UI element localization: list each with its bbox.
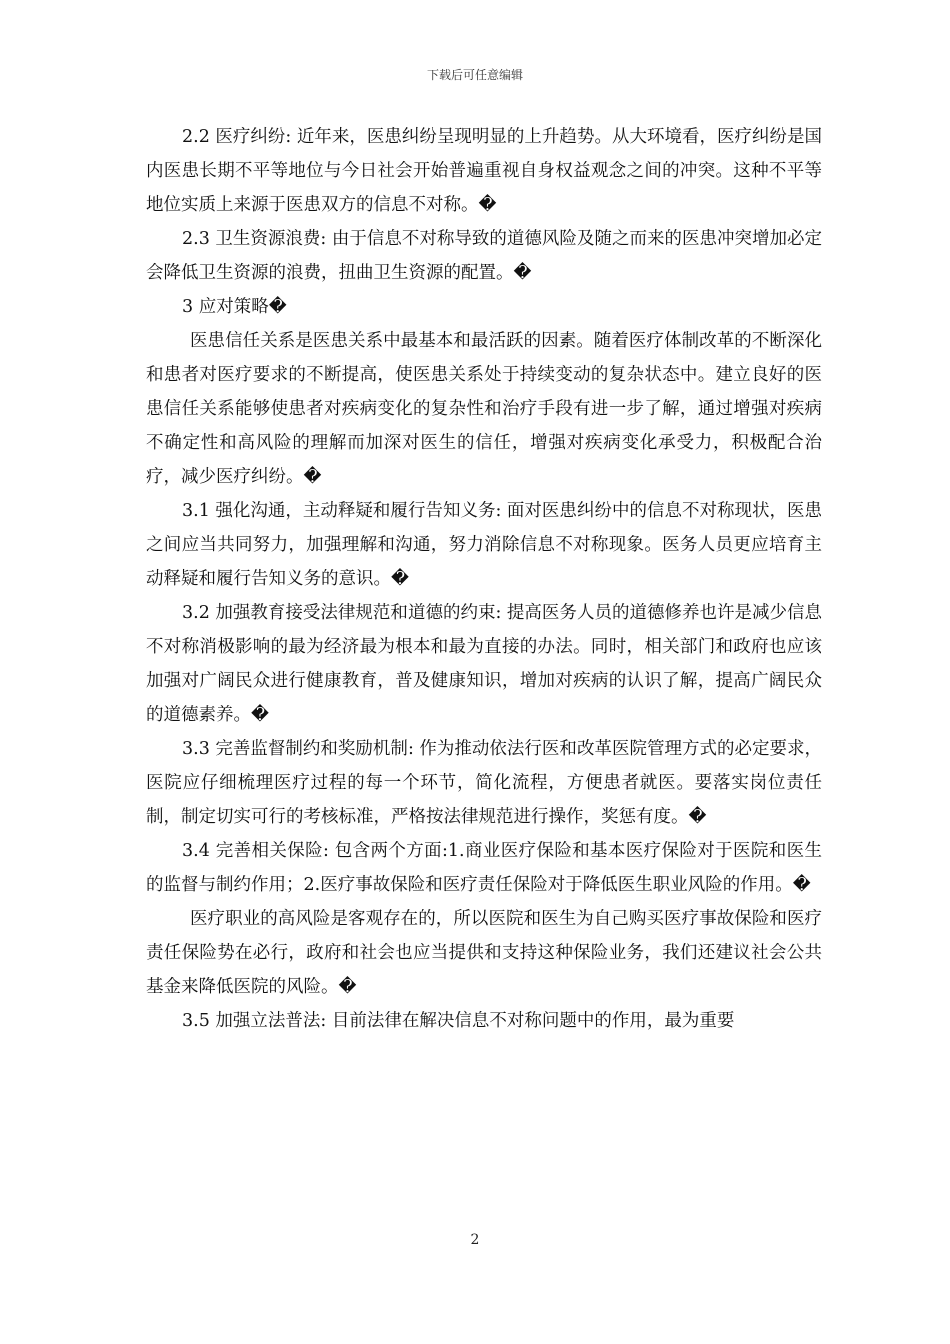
paragraph-3-2: 3.2 加强教育接受法律规范和道德的约束: 提高医务人员的道德修养也许是减少信息不对称消极影响的最为经济最为根本和最为直接的办法。同时，相关部门和政府也应该加强对广阔民众进行健康教育，普及健康知识，增加对疾病的认识了解，提高广阔民众的道德素养。� xyxy=(146,603,822,725)
paragraph-3-5: 3.5 加强立法普法: 目前法律在解决信息不对称问题中的作用，最为重要 xyxy=(182,1011,735,1031)
paragraph-3-3: 3.3 完善监督制约和奖励机制: 作为推动依法行医和改革医院管理方式的必定要求，医院应仔细梳理医疗过程的每一个环节，简化流程，方便患者就医。要落实岗位责任制，制定切实可行的考核标准，严格按法律规范进行操作，奖惩有度。� xyxy=(146,739,822,827)
page-header: 下载后可任意编辑 xyxy=(426,68,523,82)
document-body xyxy=(146,120,822,1038)
paragraph-3-intro: 医患信任关系是医患关系中最基本和最活跃的因素。随着医疗体制改革的不断深化和患者对医疗要求的不断提高，使医患关系处于持续变动的复杂状态中。建立良好的医患信任关系能够使患者对疾病变化的复杂性和治疗手段有进一步了解，通过增强对疾病不确定性和高风险的理解而加深对医生的信任，增强对疾病变化承受力，积极配合治疗，减少医疗纠纷。� xyxy=(146,331,822,487)
paragraph-insurance: 医疗职业的高风险是客观存在的，所以医院和医生为自己购买医疗事故保险和医疗责任保险势在必行，政府和社会也应当提供和支持这种保险业务，我们还建议社会公共基金来降低医院的风险。� xyxy=(146,909,822,997)
paragraph-2-2: 2.2 医疗纠纷: 近年来，医患纠纷呈现明显的上升趋势。从大环境看，医疗纠纷是国内医患长期不平等地位与今日社会开始普遍重视自身权益观念之间的冲突。这种不平等地位实质上来源于医患双方的信息不对称。� xyxy=(146,127,822,215)
section-heading-3: 3 应对策略� xyxy=(182,297,287,317)
paragraph-3-4: 3.4 完善相关保险: 包含两个方面:1.商业医疗保险和基本医疗保险对于医院和医生的监督与制约作用；2.医疗事故保险和医疗责任保险对于降低医生职业风险的作用。� xyxy=(146,841,822,895)
page-number: 2 xyxy=(470,1232,480,1248)
paragraph-2-3: 2.3 卫生资源浪费: 由于信息不对称导致的道德风险及随之而来的医患冲突增加必定会降低卫生资源的浪费，扭曲卫生资源的配置。� xyxy=(146,229,822,283)
paragraph-3-1: 3.1 强化沟通，主动释疑和履行告知义务: 面对医患纠纷中的信息不对称现状，医患之间应当共同努力，加强理解和沟通，努力消除信息不对称现象。医务人员更应培育主动释疑和履行告知义务的意识。� xyxy=(146,501,822,589)
